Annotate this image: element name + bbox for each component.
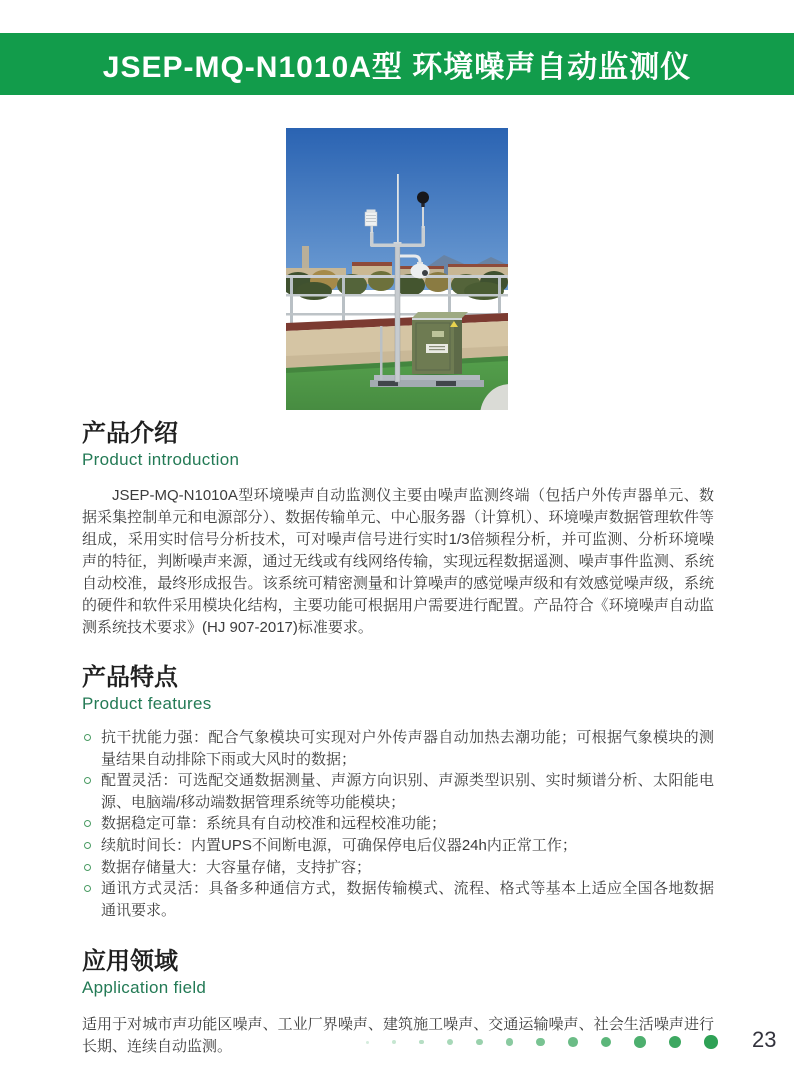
feature-item <box>82 878 714 921</box>
footer-dot <box>704 1035 718 1049</box>
features-list <box>82 727 714 921</box>
footer-dot <box>536 1038 545 1047</box>
section-product-features <box>82 664 714 921</box>
feature-item <box>82 770 714 813</box>
footer-dot <box>506 1038 514 1046</box>
feature-item <box>82 813 714 835</box>
feature-text: 数据稳定可靠：系统具有自动校准和远程校准功能； <box>101 815 447 833</box>
features-heading-zh: 产品特点 <box>82 664 178 691</box>
base-frame <box>370 375 484 387</box>
feature-item <box>82 835 714 857</box>
footer-dot <box>568 1037 578 1047</box>
page-title: JSEP-MQ-N1010A型 环境噪声自动监测仪 <box>102 51 692 84</box>
application-paragraph: 适用于对城市声功能区噪声、工业厂界噪声、建筑施工噪声、交通运输噪声、社会生活噪声进行长期、连续自动监测。 <box>82 1016 714 1056</box>
bullet-circle-icon <box>84 885 91 892</box>
feature-text: 抗干扰能力强：配合气象模块可实现对户外传声器自动加热去潮功能；可根据气象模块的测量结果自动排除下雨或大风时的数据； <box>101 729 714 768</box>
feature-text: 通讯方式灵活：具备多种通信方式，数据传输模式、流程、格式等基本上适应全国各地数据通讯要求。 <box>101 880 714 919</box>
bullet-circle-icon <box>84 864 91 871</box>
bullet-circle-icon <box>84 777 91 784</box>
footer-dot <box>447 1039 453 1045</box>
section-product-introduction <box>82 420 714 639</box>
footer-dot <box>419 1040 424 1045</box>
product-photo <box>286 128 508 410</box>
bullet-circle-icon <box>84 734 91 741</box>
intro-paragraph: JSEP-MQ-N1010A型环境噪声自动监测仪主要由噪声监测终端（包括户外传声器单元、数据采集控制单元和电源部分）、数据传输单元、中心服务器（计算机）、环境噪声数据管理软件等组成，采用实时信号分析技术，可对噪声信号进行实时1/3倍频程分析，并可监测、分析环境噪声的特征，判断噪声来源，通过无线或有线网络传输，实现远程数据遥测、噪声事件监测、系统自动校准，最终形成报告。该系统可精密测量和计算噪声的感觉噪声级和有效感觉噪声级，系统的硬件和软件采用模块化结构，主要功能可根据用户需要进行配置。产品符合《环境噪声自动监测系统技术要求》(HJ 907-2017)标准要求。 <box>82 487 714 636</box>
feature-item <box>82 727 714 770</box>
monitoring-station-illustration <box>286 128 508 410</box>
content <box>82 420 714 1058</box>
feature-item <box>82 857 714 879</box>
footer-dot <box>601 1037 612 1048</box>
intro-heading-en: Product introduction <box>82 450 240 469</box>
footer-dot <box>476 1039 483 1046</box>
feature-text: 数据存储量大：大容量存储，支持扩容； <box>101 858 372 876</box>
bullet-circle-icon <box>84 842 91 849</box>
feature-text: 配置灵活：可选配交通数据测量、声源方向识别、声源类型识别、实时频谱分析、太阳能电源、电脑端/移动端数据管理系统等功能模块； <box>101 772 714 811</box>
footer-dot <box>366 1041 369 1044</box>
footer-dot <box>634 1036 646 1048</box>
page-number: 23 <box>752 1027 777 1052</box>
equipment-cabinet <box>412 312 468 374</box>
features-heading-en: Product features <box>82 694 212 713</box>
application-heading-zh: 应用领域 <box>82 948 178 976</box>
footer-dot <box>392 1040 396 1044</box>
feature-text: 续航时间长：内置UPS不间断电源，可确保停电后仪器24h内正常工作； <box>101 836 577 854</box>
application-heading-en: Application field <box>82 978 207 998</box>
footer-dots <box>366 1035 718 1049</box>
intro-heading-zh: 产品介绍 <box>82 420 178 447</box>
title-banner <box>0 33 794 95</box>
footer-dot <box>669 1036 682 1049</box>
bullet-circle-icon <box>84 820 91 827</box>
